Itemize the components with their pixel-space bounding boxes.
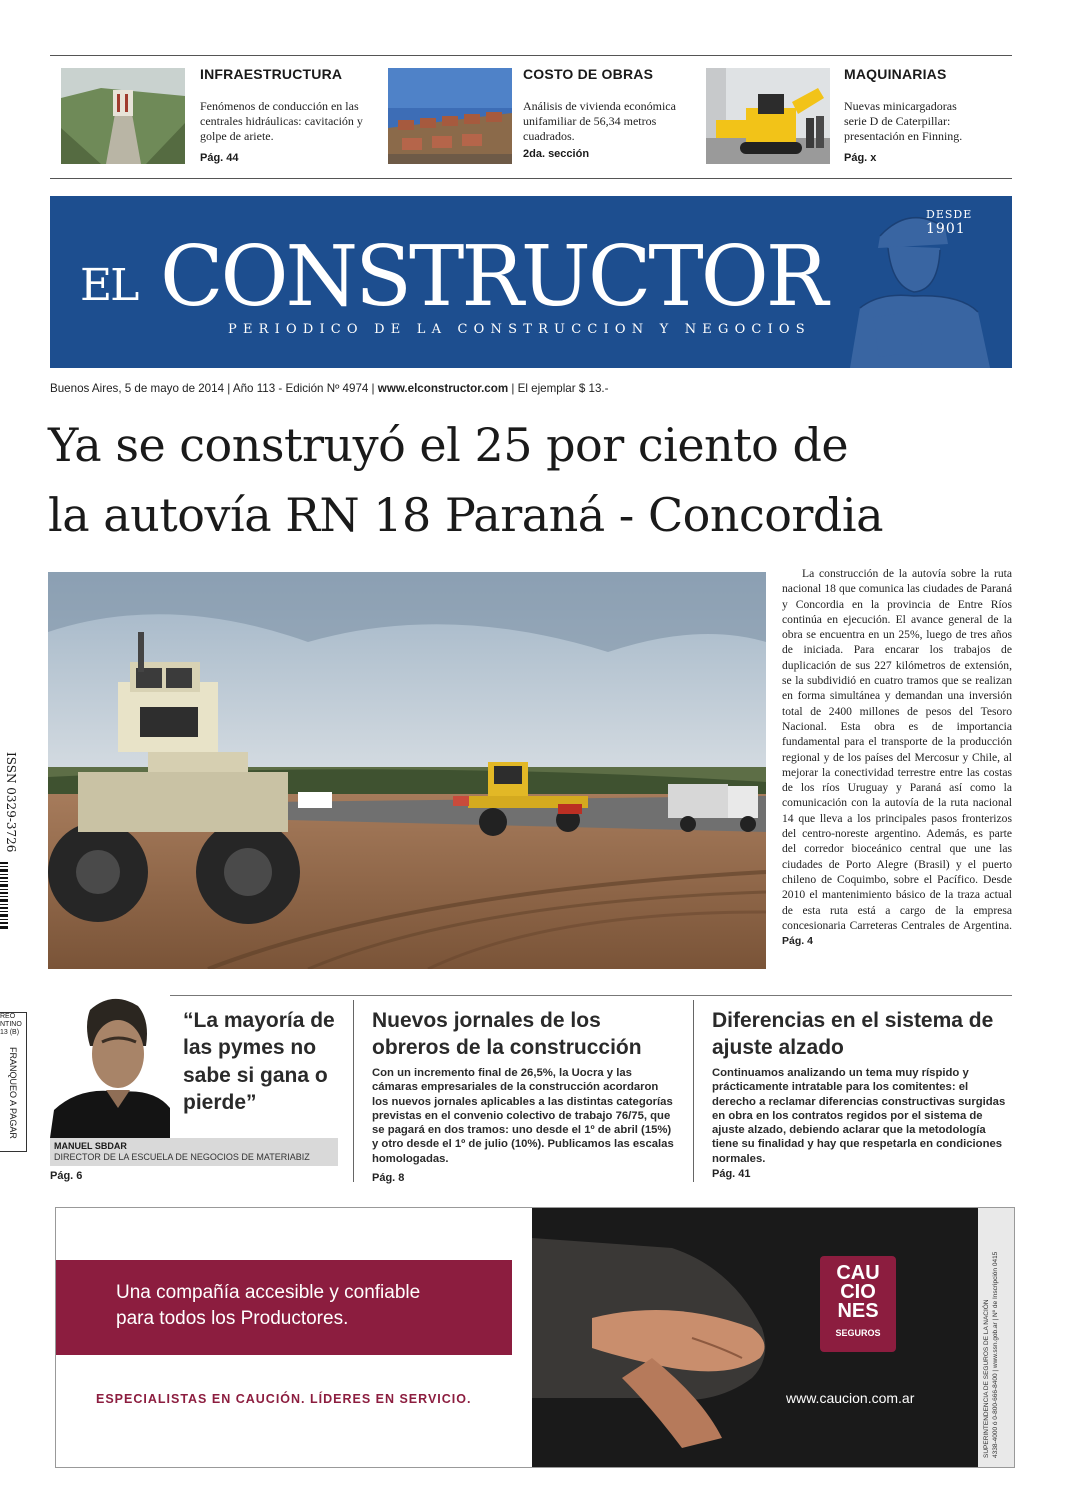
stories-rule: [50, 995, 1012, 996]
ad-tagline-band: [56, 1260, 512, 1355]
interview-caption-box: [50, 1138, 338, 1166]
issn-number: ISSN 0329-3726: [4, 752, 18, 853]
teaser-page-costo-obras[interactable]: 2da. sección: [523, 148, 590, 160]
masthead-title[interactable]: CONSTRUCTOR: [160, 228, 826, 325]
site-link[interactable]: www.elconstructor.com: [377, 382, 509, 395]
franqueo-label: FRANQUEO A PAGAR: [8, 1047, 18, 1139]
ajuste-page-link[interactable]: Pág. 41: [712, 1168, 751, 1180]
lead-article-text: [782, 566, 1012, 949]
ad-tagline-2: para todos los Productores.: [116, 1308, 349, 1329]
teaser-text-costo-obras: Análisis de vivienda económica unifamiliar de 56,34 metros cuadrados.: [523, 99, 676, 143]
top-rule: [50, 55, 1012, 56]
regulator-line-2: 4338-4000 ó 0-800-666-8400 | www.ssn.gob.ar | Nº de Inscripción 0415: [992, 1251, 999, 1458]
teaser-section-maquinarias[interactable]: MAQUINARIAS: [844, 66, 947, 82]
teaser-text-infraestructura: Fenómenos de conducción en las centrales hidráulicas: cavitación y golpe de ariete.: [200, 99, 363, 143]
ad-slogan: ESPECIALISTAS EN CAUCIÓN. LÍDERES EN SERVICIO.: [96, 1392, 472, 1406]
lead-page-link[interactable]: Pág. 4: [782, 935, 813, 948]
interview-page-link[interactable]: Pág. 6: [50, 1170, 83, 1182]
regulator-strip: [978, 1208, 1014, 1467]
interview-name: MANUEL SBDAR: [54, 1141, 127, 1151]
teaser-section-costo-obras[interactable]: COSTO DE OBRAS: [523, 66, 654, 82]
caucion-logo[interactable]: [820, 1256, 896, 1352]
regulator-line-1: SUPERINTENDENCIA DE SEGUROS DE LA NACIÓN: [983, 1299, 990, 1458]
ad-tagline-1: Una compañía accesible y confiable: [116, 1282, 421, 1303]
teaser-image-loader[interactable]: [706, 68, 830, 164]
interview-quote[interactable]: “La mayoría de las pymes no sabe si gana o pierde”: [183, 1009, 335, 1114]
teaser-text-maquinarias: Nuevas minicargadoras serie D de Caterpillar: presentación en Finning.: [844, 99, 963, 143]
headline-line-2[interactable]: la autovía RN 18 Paraná - Concordia: [48, 488, 884, 542]
teaser-section-infraestructura[interactable]: INFRAESTRUCTURA: [200, 66, 343, 82]
dateline: [50, 382, 608, 395]
ad-right-panel: [532, 1208, 1014, 1467]
ad-url[interactable]: www.caucion.com.ar: [786, 1390, 915, 1406]
teaser-page-infraestructura[interactable]: Pág. 44: [200, 152, 239, 164]
column-divider-1: [353, 1000, 354, 1182]
teaser-bottom-rule: [50, 178, 1012, 179]
teaser-image-houses[interactable]: [388, 68, 512, 164]
jornales-title[interactable]: Nuevos jornales de los obreros de la construcción: [372, 1009, 642, 1059]
ajuste-title[interactable]: Diferencias en el sistema de ajuste alzado: [712, 1009, 994, 1059]
masthead-subtitle: PERIODICO DE LA CONSTRUCCION Y NEGOCIOS: [228, 322, 811, 337]
postal-line-1: REO: [0, 1013, 16, 1020]
dateline-prefix: Buenos Aires, 5 de mayo de 2014 | Año 113 - Edición Nº 4974 |: [50, 382, 378, 395]
column-divider-2: [693, 1000, 694, 1182]
issn-barcode: [0, 752, 20, 932]
logo-sub: SEGUROS: [835, 1328, 881, 1338]
teaser-page-maquinarias[interactable]: Pág. x: [844, 152, 877, 164]
headline-line-1[interactable]: Ya se construyó el 25 por ciento de: [48, 418, 849, 472]
masthead-title-el: EL: [80, 260, 138, 311]
jornales-text: Con un incremento final de 26,5%, la Uocra y las cámaras empresariales de la construcción acordaron los nuevos jornales aplicables a las distintas categorías previstas en el convenio colectivo de trabajo 76/75, que se pagará en dos tramos: uno desde el 1º de abril (15%) y otro desde el 1º de julio (10%). Publicamos las escalas homologadas.: [372, 1067, 674, 1165]
logo-line-3: NES: [837, 1300, 879, 1322]
teaser-image-dam[interactable]: [61, 68, 185, 164]
since-label: DESDE: [926, 208, 973, 221]
postal-line-3: 13 (B): [0, 1029, 20, 1036]
interview-photo[interactable]: [50, 990, 170, 1138]
postal-line-2: NTINO: [0, 1021, 22, 1028]
lead-photo[interactable]: [48, 572, 766, 969]
masthead: [50, 196, 1012, 368]
since-year: 1901: [926, 221, 966, 237]
logo-line-2: CIO: [840, 1281, 876, 1303]
handshake-hand-icon: [532, 1208, 1014, 1467]
dateline-suffix: | El ejemplar $ 13.-: [508, 382, 609, 395]
ajuste-text: Continuamos analizando un tema muy ríspido y prácticamente intratable para los comitentes: el derecho a reclamar diferencias constructivas surgidas en obra en los contratos regidos por el sistema de ajuste alzado, debiendo aclarar que la metodología tiene su finalidad y hay que respetarla en condiciones normales.: [712, 1067, 1006, 1165]
interview-role: DIRECTOR DE LA ESCUELA DE NEGOCIOS DE MATERIABIZ: [54, 1152, 310, 1162]
caucion-ad[interactable]: [55, 1207, 1015, 1468]
logo-line-1: CAU: [836, 1262, 880, 1284]
postal-box: [0, 1012, 27, 1152]
jornales-page-link[interactable]: Pág. 8: [372, 1172, 405, 1184]
lead-text: La construcción de la autovía sobre la ruta nacional 18 que comunica las ciudades de Paraná y Concordia en la provincia de Entre Ríos continúa en ejecución. El avance general de la obra se encuentra en un 25%, luego de tres años de iniciada. Para encarar los trabajos de duplicación de sus 227 kilómetros de extensión, se la subdividió en cuatro tramos que se realizan en forma simultánea y demandan una inversión total de 2400 millones de pesos del Tesoro Nacional. Esta obra es de importancia fundamental para el transporte de la producción regional y de los países del Mercosur y Chile, al mejorar la conectividad terrestre entre las costas de los ríos Uruguay y Paraná así como la comunicación con la autovía de la ruta nacional 14 que lleva a los principales pasos fronterizos del centro-noreste argentino. Además, es parte del corredor bioceánico central que une las ciudades de Porto Alegre (Brasil) y el puerto chileno de Coquimbo, sobre el Pacífico. Desde 2010 el mantenimiento básico de la traza actual de esta ruta está a cargo de la empresa concesionaria Carreteras Centrales de Argentina.: [782, 567, 1012, 932]
